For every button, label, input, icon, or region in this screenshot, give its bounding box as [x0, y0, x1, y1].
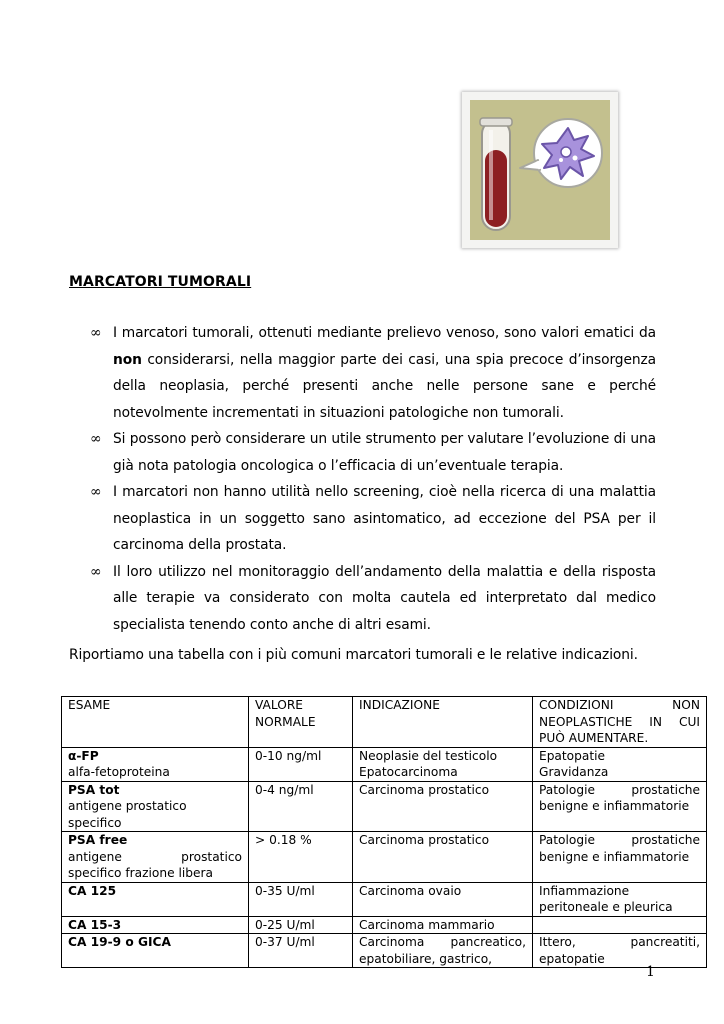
header-cell: ESAME — [62, 697, 249, 748]
bullet-item: ∞ I marcatori non hanno utilità nello screening, cioè nella ricerca di una malattia neoplastica in un soggetto sano asintomatico, ad eccezione del PSA per il carcinoma della prostata. — [90, 479, 656, 559]
exam-cell: CA 15-3 — [62, 916, 249, 934]
bullet-item: ∞ I marcatori tumorali, ottenuti mediante prelievo venoso, sono valori ematici da non considerarsi, nella maggior parte dei casi, una spia precoce d’insorgenza della neoplasia, perché presenti anche nelle persone sane e perché notevolmente incrementati in situazioni patologiche non tumorali. — [90, 320, 656, 426]
header-cell: INDICAZIONE — [353, 697, 533, 748]
table-row — [62, 934, 707, 968]
table-header-row — [62, 697, 707, 748]
table-row — [62, 916, 707, 934]
exam-cell: α-FP alfa-fetoproteina — [62, 747, 249, 781]
bullet-item: ∞ Si possono però considerare un utile strumento per valutare l’evoluzione di una già nota patologia oncologica o l’efficacia di un’eventuale terapia. — [90, 426, 656, 479]
value-cell: 0-10 ng/ml — [249, 747, 353, 781]
header-cell: VALORE NORMALE — [249, 697, 353, 748]
page-number: 1 — [646, 964, 655, 980]
indication-cell: Carcinoma prostatico — [353, 781, 533, 832]
value-cell: > 0.18 % — [249, 832, 353, 883]
value-cell: 0-4 ng/ml — [249, 781, 353, 832]
condition-cell: Ittero, pancreatiti, epatopatie — [533, 934, 707, 968]
exam-cell: CA 125 — [62, 882, 249, 916]
infinity-bullet-icon: ∞ — [90, 484, 102, 500]
exam-cell: PSA free antigene prostatico specifico frazione libera — [62, 832, 249, 883]
table-row — [62, 832, 707, 883]
header-cell: CONDIZIONI NON NEOPLASTICHE IN CUI PUÒ AUMENTARE. — [533, 697, 707, 748]
table-row — [62, 882, 707, 916]
exam-cell: PSA tot antigene prostatico specifico — [62, 781, 249, 832]
indication-cell: Carcinoma mammario — [353, 916, 533, 934]
exam-cell: CA 19-9 o GICA — [62, 934, 249, 968]
condition-cell: Epatopatie Gravidanza — [533, 747, 707, 781]
condition-cell — [533, 916, 707, 934]
table-row — [62, 747, 707, 781]
indication-cell: Carcinoma prostatico — [353, 832, 533, 883]
bullet-item: ∞ Il loro utilizzo nel monitoraggio dell’andamento della malattia e della risposta alle terapie va considerato con molta cautela ed interpretato dal medico specialista tenendo conto anche di altri esami. — [90, 559, 656, 639]
indication-cell: Neoplasie del testicolo Epatocarcinoma — [353, 747, 533, 781]
intro-paragraph: Riportiamo una tabella con i più comuni marcatori tumorali e le relative indicazioni. — [69, 647, 638, 663]
tumor-marker-illustration — [462, 92, 618, 248]
table-row — [62, 781, 707, 832]
indication-cell: Carcinoma pancreatico, epatobiliare, gastrico, — [353, 934, 533, 968]
value-cell: 0-35 U/ml — [249, 882, 353, 916]
condition-cell: Patologie prostatiche benigne e infiammatorie — [533, 781, 707, 832]
condition-cell: Infiammazione peritoneale e pleurica — [533, 882, 707, 916]
page-title: MARCATORI TUMORALI — [69, 274, 252, 290]
value-cell: 0-37 U/ml — [249, 934, 353, 968]
bullet-list — [90, 320, 656, 638]
indication-cell: Carcinoma ovaio — [353, 882, 533, 916]
markers-table — [61, 696, 707, 968]
value-cell: 0-25 U/ml — [249, 916, 353, 934]
infinity-bullet-icon: ∞ — [90, 431, 102, 447]
condition-cell: Patologie prostatiche benigne e infiammatorie — [533, 832, 707, 883]
infinity-bullet-icon: ∞ — [90, 563, 102, 580]
infinity-bullet-icon: ∞ — [90, 325, 102, 341]
